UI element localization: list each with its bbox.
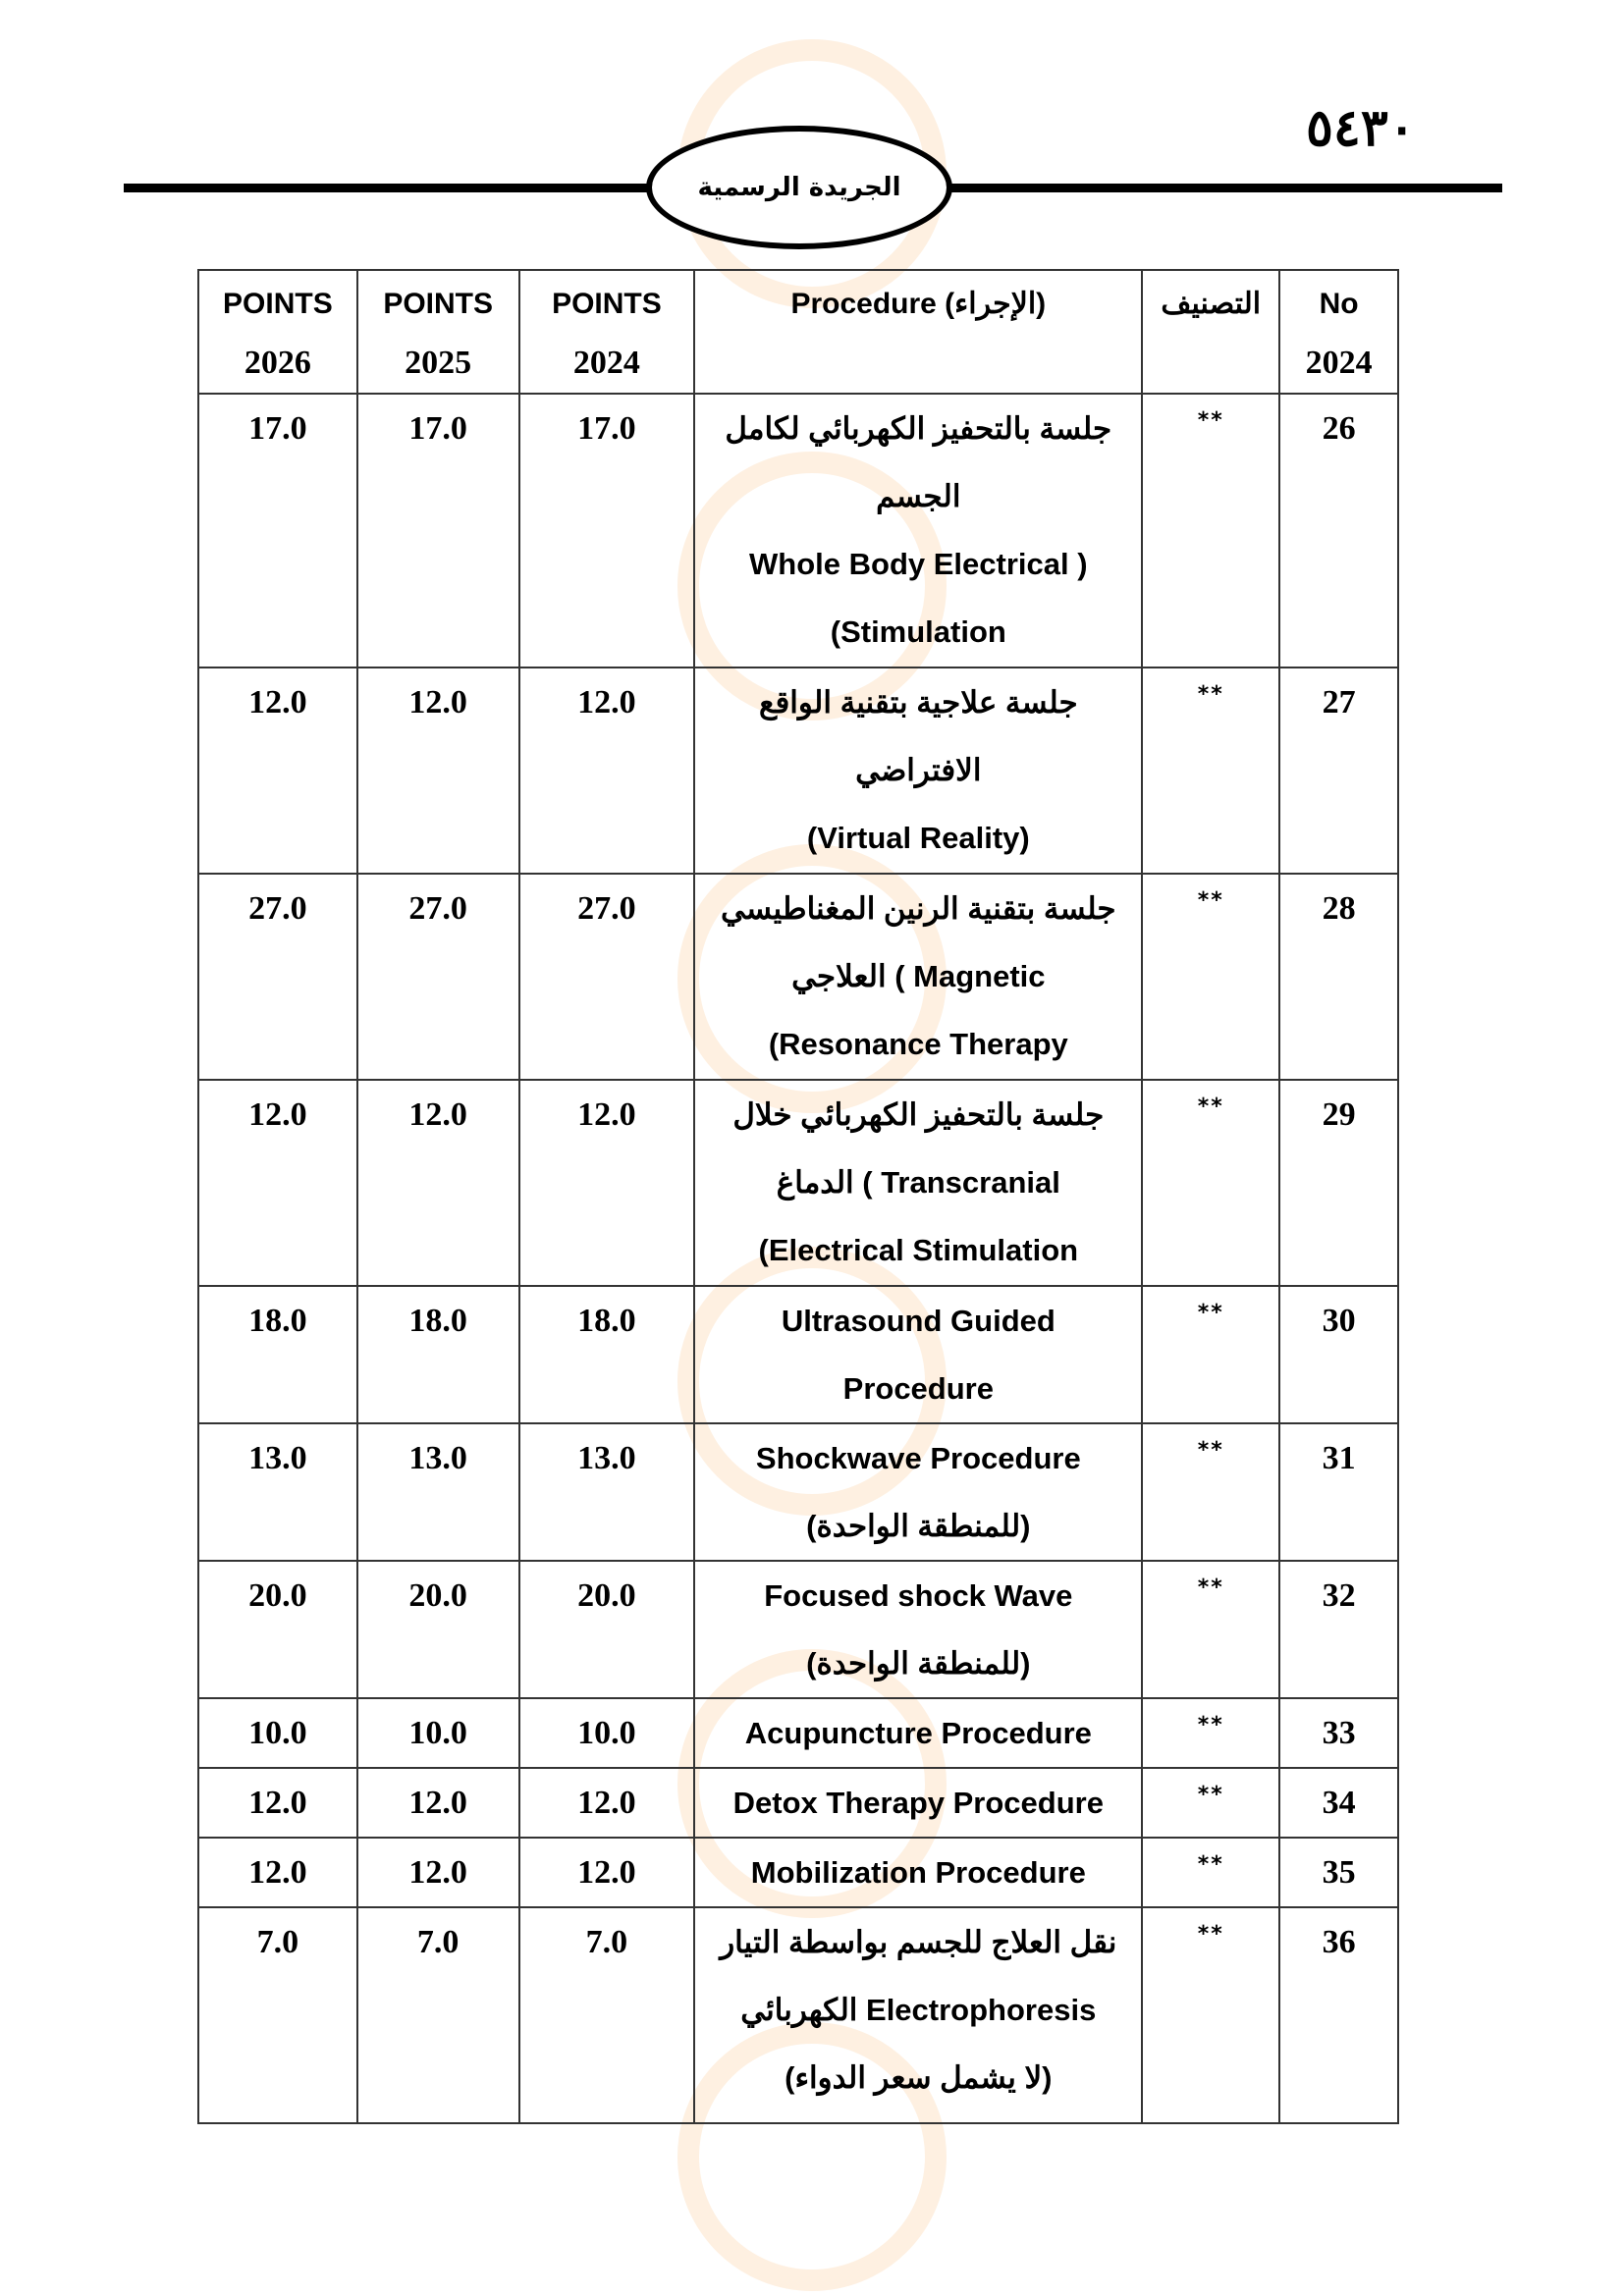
no-cell: 31 xyxy=(1279,1423,1398,1561)
procedure-line: جلسة بالتحفيز الكهربائي خلال xyxy=(732,1097,1105,1132)
table-row xyxy=(198,1907,1398,2123)
classification-cell: ** xyxy=(1142,1907,1279,2123)
points-2025-cell: 12.0 xyxy=(357,1080,519,1286)
points-2025-cell: 10.0 xyxy=(357,1698,519,1768)
table-header-row xyxy=(198,270,1398,394)
procedure-cell xyxy=(694,667,1142,874)
procedure-line: الكهربائي Electrophoresis xyxy=(740,1993,1097,2027)
procedure-line: Ultrasound Guided xyxy=(781,1304,1056,1338)
header-points-2024: POINTS 2024 xyxy=(519,270,695,394)
points-2024-cell: 17.0 xyxy=(519,394,695,667)
table-row xyxy=(198,1286,1398,1423)
procedure-cell xyxy=(694,1907,1142,2123)
procedure-line: (للمنطقة الواحدة) xyxy=(806,1509,1031,1543)
points-2025-cell: 12.0 xyxy=(357,667,519,874)
classification-cell: ** xyxy=(1142,394,1279,667)
classification-cell: ** xyxy=(1142,1838,1279,1907)
points-2024-cell: 20.0 xyxy=(519,1561,695,1698)
procedure-cell xyxy=(694,1768,1142,1838)
procedure-line: الجسم xyxy=(876,479,961,513)
classification-cell: ** xyxy=(1142,667,1279,874)
procedure-line: (Resonance Therapy xyxy=(768,1027,1068,1061)
procedure-line: (لا يشمل سعر الدواء) xyxy=(785,2060,1053,2095)
procedure-line: (Electrical Stimulation xyxy=(758,1233,1079,1267)
table-row xyxy=(198,1561,1398,1698)
procedure-cell xyxy=(694,874,1142,1080)
gazette-title: الجريدة الرسمية xyxy=(697,173,901,202)
points-2026-cell: 10.0 xyxy=(198,1698,357,1768)
header-no: No 2024 xyxy=(1279,270,1398,394)
points-2024-cell: 13.0 xyxy=(519,1423,695,1561)
no-cell: 34 xyxy=(1279,1768,1398,1838)
header-points-2026: POINTS 2026 xyxy=(198,270,357,394)
procedure-cell xyxy=(694,1561,1142,1698)
table-row xyxy=(198,667,1398,874)
points-2024-cell: 7.0 xyxy=(519,1907,695,2123)
procedure-cell xyxy=(694,1423,1142,1561)
classification-cell: ** xyxy=(1142,1768,1279,1838)
procedure-cell xyxy=(694,1838,1142,1907)
procedure-line: جلسة بالتحفيز الكهربائي لكامل xyxy=(725,411,1112,446)
procedure-line: Acupuncture Procedure xyxy=(744,1716,1092,1750)
classification-cell: ** xyxy=(1142,1080,1279,1286)
procedure-line: (للمنطقة الواحدة) xyxy=(806,1646,1031,1681)
procedure-cell xyxy=(694,1698,1142,1768)
no-cell: 36 xyxy=(1279,1907,1398,2123)
points-2026-cell: 12.0 xyxy=(198,1080,357,1286)
points-2024-cell: 12.0 xyxy=(519,1838,695,1907)
no-cell: 26 xyxy=(1279,394,1398,667)
classification-cell: ** xyxy=(1142,1286,1279,1423)
points-2025-cell: 12.0 xyxy=(357,1768,519,1838)
procedure-line: الدماغ ( Transcranial xyxy=(776,1165,1060,1200)
table-row xyxy=(198,1698,1398,1768)
points-2024-cell: 12.0 xyxy=(519,667,695,874)
procedure-line: الافتراضي xyxy=(855,753,982,787)
points-2026-cell: 18.0 xyxy=(198,1286,357,1423)
points-2025-cell: 18.0 xyxy=(357,1286,519,1423)
points-2026-cell: 7.0 xyxy=(198,1907,357,2123)
points-2024-cell: 10.0 xyxy=(519,1698,695,1768)
header-points-2025: POINTS 2025 xyxy=(357,270,519,394)
header-procedure: Procedure (الإجراء) xyxy=(694,270,1142,394)
no-cell: 35 xyxy=(1279,1838,1398,1907)
table-row xyxy=(198,1768,1398,1838)
points-2024-cell: 27.0 xyxy=(519,874,695,1080)
classification-cell: ** xyxy=(1142,874,1279,1080)
header-oval xyxy=(646,126,952,249)
points-2024-cell: 12.0 xyxy=(519,1080,695,1286)
table-row xyxy=(198,1080,1398,1286)
points-2024-cell: 18.0 xyxy=(519,1286,695,1423)
points-2025-cell: 13.0 xyxy=(357,1423,519,1561)
points-2026-cell: 12.0 xyxy=(198,1768,357,1838)
points-2025-cell: 17.0 xyxy=(357,394,519,667)
points-2026-cell: 12.0 xyxy=(198,1838,357,1907)
procedure-line: (Virtual Reality) xyxy=(806,821,1030,855)
procedure-line: (Stimulation xyxy=(830,614,1006,649)
points-2026-cell: 27.0 xyxy=(198,874,357,1080)
no-cell: 27 xyxy=(1279,667,1398,874)
procedure-line: Whole Body Electrical ) xyxy=(749,547,1088,581)
points-2025-cell: 27.0 xyxy=(357,874,519,1080)
procedure-line: جلسة بتقنية الرنين المغناطيسي xyxy=(721,891,1116,926)
no-cell: 29 xyxy=(1279,1080,1398,1286)
procedure-line: Mobilization Procedure xyxy=(750,1855,1086,1890)
no-cell: 28 xyxy=(1279,874,1398,1080)
procedure-cell xyxy=(694,1286,1142,1423)
points-2026-cell: 20.0 xyxy=(198,1561,357,1698)
classification-cell: ** xyxy=(1142,1698,1279,1768)
procedure-line: جلسة علاجية بتقنية الواقع xyxy=(758,685,1078,720)
points-2026-cell: 12.0 xyxy=(198,667,357,874)
page-number: ٥٤٣٠ xyxy=(1306,98,1416,158)
table-row xyxy=(198,874,1398,1080)
procedure-line: Detox Therapy Procedure xyxy=(732,1786,1104,1820)
header-classification: التصنيف xyxy=(1142,270,1279,394)
points-2026-cell: 13.0 xyxy=(198,1423,357,1561)
classification-cell: ** xyxy=(1142,1561,1279,1698)
classification-cell: ** xyxy=(1142,1423,1279,1561)
procedure-line: Focused shock Wave xyxy=(764,1578,1073,1613)
procedure-line: نقل العلاج للجسم بواسطة التيار xyxy=(720,1925,1117,1959)
points-2024-cell: 12.0 xyxy=(519,1768,695,1838)
no-cell: 32 xyxy=(1279,1561,1398,1698)
no-cell: 33 xyxy=(1279,1698,1398,1768)
procedures-table xyxy=(197,269,1399,2124)
no-cell: 30 xyxy=(1279,1286,1398,1423)
points-2025-cell: 20.0 xyxy=(357,1561,519,1698)
table-row xyxy=(198,1838,1398,1907)
points-2025-cell: 7.0 xyxy=(357,1907,519,2123)
points-2026-cell: 17.0 xyxy=(198,394,357,667)
procedure-cell xyxy=(694,1080,1142,1286)
table-row xyxy=(198,394,1398,667)
procedure-line: العلاجي ( Magnetic xyxy=(791,959,1046,993)
procedure-line: Procedure xyxy=(842,1371,994,1406)
table-row xyxy=(198,1423,1398,1561)
procedure-cell xyxy=(694,394,1142,667)
points-2025-cell: 12.0 xyxy=(357,1838,519,1907)
procedure-line: Shockwave Procedure xyxy=(755,1441,1081,1475)
